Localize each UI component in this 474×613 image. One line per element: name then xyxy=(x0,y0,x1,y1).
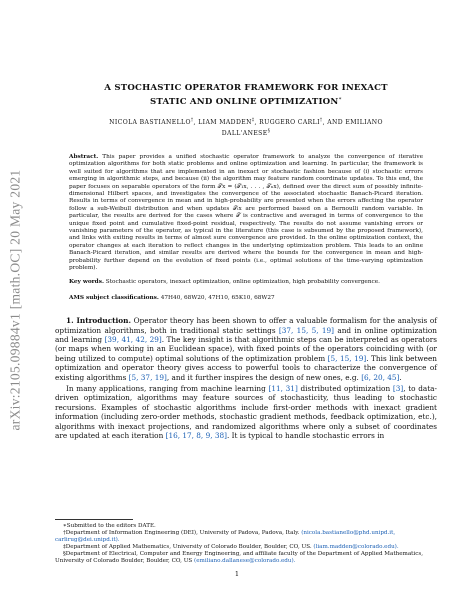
ams-body: 47H40, 68W20, 47H10, 65K10, 68W27 xyxy=(160,294,275,301)
title-line-1: A STOCHASTIC OPERATOR FRAMEWORK FOR INEXACT xyxy=(104,83,388,93)
footnote-affiliation-padova xyxy=(55,530,437,544)
author-3: , RUGGERO CARLI xyxy=(254,118,320,126)
footnote-affiliation-applied-math xyxy=(55,544,437,551)
keywords xyxy=(69,279,423,286)
introduction-section xyxy=(55,316,437,440)
citation-link[interactable]: [16, 17, 8, 9, 38] xyxy=(165,431,227,441)
abstract-heading: Abstract. xyxy=(69,153,99,160)
keywords-heading: Key words. xyxy=(69,279,104,286)
section-heading: 1. Introduction. xyxy=(66,316,131,326)
author-list xyxy=(55,116,437,138)
abstract-body: This paper provides a unified stochastic operator framework to analyze the convergence of iterative optimization algorithms for both static problems and online optimization and learning. In particular, the framework is well suited for algorithms that are implemented in an inexact or stochastic fashion because of (i) stochastic errors emerging in algorithmic steps, and because (ii) the algorithm may feature random coordinate updates. To this end, the paper focuses on separable operators of the form 𝒯x = (𝒯₁x, . . . , 𝒯ₙx), defined over the direct sum of possibly infinite-dimensional Hilbert spaces, and investigates the convergence of the associated stochastic Banach-Picard iteration. Results in terms of convergence in mean and in high-probability are presented when the errors affecting the operator follow a sub-Weibull distribution and when updates 𝒯ᵢx are performed based on a Bernoulli random variable. In particular, the results are derived for the cases where 𝒯 is contractive and averaged in terms of convergence to the unique fixed point and cumulative fixed-point residual, respectively. The results do not assume vanishing errors or vanishing parameters of the operator, as typical in the literature (this case is subsumed by the proposed framework), and links with exiting results in terms of almost sure convergence are provided. In the online optimization context, the operator changes at each iteration to reflect changes in the underlying optimization problem. This leads to an online Banach-Picard iteration, and similar results are derived where the bounds for the convergence in mean and high-probability further depend on the evolution of fixed points (i.e., optimal solutions of the time-varying optimization problem). xyxy=(69,153,424,272)
footnote-affiliation-ecee xyxy=(55,551,437,565)
citation-link[interactable]: [11, 31] xyxy=(268,384,298,394)
footnote-text: †Department of Information Engineering (DEI), University of Padova, Padova, Italy. xyxy=(63,530,300,537)
citation-link[interactable]: [37, 15, 5, 19] xyxy=(278,325,335,335)
arxiv-stamp xyxy=(2,60,28,540)
intro-text: , to data-driven optimization, algorithms may feature sources of stochasticity, thus leading to stochastic recursions. Examples of stochastic algorithms include first-order methods with inexact gradient information (including zero-order methods, stochastic gradient methods, feedback optimization, etc.), algorithms with inexact projections, and randomized algorithms where only a subset of coordinates are updated at each iteration xyxy=(55,384,438,441)
intro-text: , and it further inspires the design of new ones, e.g. xyxy=(166,372,362,382)
paper-title xyxy=(55,83,437,108)
arxiv-id: arXiv:2105.09884v1 [math.OC] 20 May 2021 xyxy=(7,169,23,431)
ams-classifications xyxy=(69,295,423,302)
email-link[interactable]: (emiliano.dallanese@colorado.edu). xyxy=(194,558,296,565)
intro-text: and in online optimization and learning xyxy=(55,325,437,345)
intro-text: . The key insight is that algorithmic steps can be interpreted as operators (or maps when working in an Euclidean space), with fixed points of the operators coinciding with (or being utilized to compute) optimal solutions of the optimization problem xyxy=(55,335,437,363)
affiliation-mark: ‡ xyxy=(251,117,255,123)
footnote-rule xyxy=(55,519,133,520)
keywords-body: Stochastic operators, inexact optimization, online optimization, high probability convergence. xyxy=(105,279,380,286)
intro-text: distributed optimization xyxy=(297,384,393,394)
citation-link[interactable]: [6, 20, 45] xyxy=(361,372,400,382)
citation-link[interactable]: [39, 41, 42, 29] xyxy=(104,335,162,345)
intro-paragraph-1 xyxy=(55,316,437,382)
author-2: , LIAM MADDEN xyxy=(193,118,252,126)
intro-text: . This link between optimization and operator theory gives access to powerful tools to characterize the convergence of existing algorithms xyxy=(55,353,438,382)
abstract xyxy=(69,154,423,273)
affiliation-mark: § xyxy=(267,128,271,134)
intro-text: . It is typical to handle stochastic errors in xyxy=(226,431,385,441)
paper-page xyxy=(55,83,437,443)
intro-text: In many applications, ranging from machine learning xyxy=(66,384,269,394)
title-line-2: STATIC AND ONLINE OPTIMIZATION xyxy=(149,96,339,107)
email-link[interactable]: (liam.madden@colorado.edu). xyxy=(313,544,399,551)
citation-link[interactable]: [5, 37, 19] xyxy=(128,372,167,382)
footnote-text: §Department of Electrical, Computer and Energy Engineering, and affiliate faculty of the Department of Applied Mathematics, University of Colorado Boulder, Boulder, CO, US xyxy=(55,551,423,565)
affiliation-mark: † xyxy=(190,117,194,123)
intro-paragraph-2 xyxy=(55,384,437,440)
page-number: 1 xyxy=(234,570,240,578)
intro-text: . xyxy=(399,372,402,382)
footnotes xyxy=(55,519,437,566)
ams-heading: AMS subject classifications. xyxy=(69,294,159,301)
title-footnote-mark: ∗ xyxy=(338,96,343,102)
author-1: NICOLA BASTIANELLO xyxy=(109,118,191,126)
footnote-submitted: ∗Submitted to the editors DATE. xyxy=(63,523,156,529)
author-4: DALL'ANESE xyxy=(221,129,268,137)
affiliation-mark: † xyxy=(319,117,323,123)
citation-link[interactable]: [3] xyxy=(392,384,404,394)
intro-text: Operator theory has been shown to offer a valuable formalism for the analysis of optimization algorithms, both in traditional static settings xyxy=(55,316,437,335)
author-4-prefix: , AND EMILIANO xyxy=(322,118,383,126)
citation-link[interactable]: [5, 15, 19] xyxy=(327,353,367,363)
email-link[interactable]: (nicola.bastianello@phd.unipd.it, carlirug@dei.unipd.it). xyxy=(55,530,396,544)
footnote-text: ‡Department of Applied Mathematics, University of Colorado Boulder, Boulder, CO, US. xyxy=(63,544,312,551)
